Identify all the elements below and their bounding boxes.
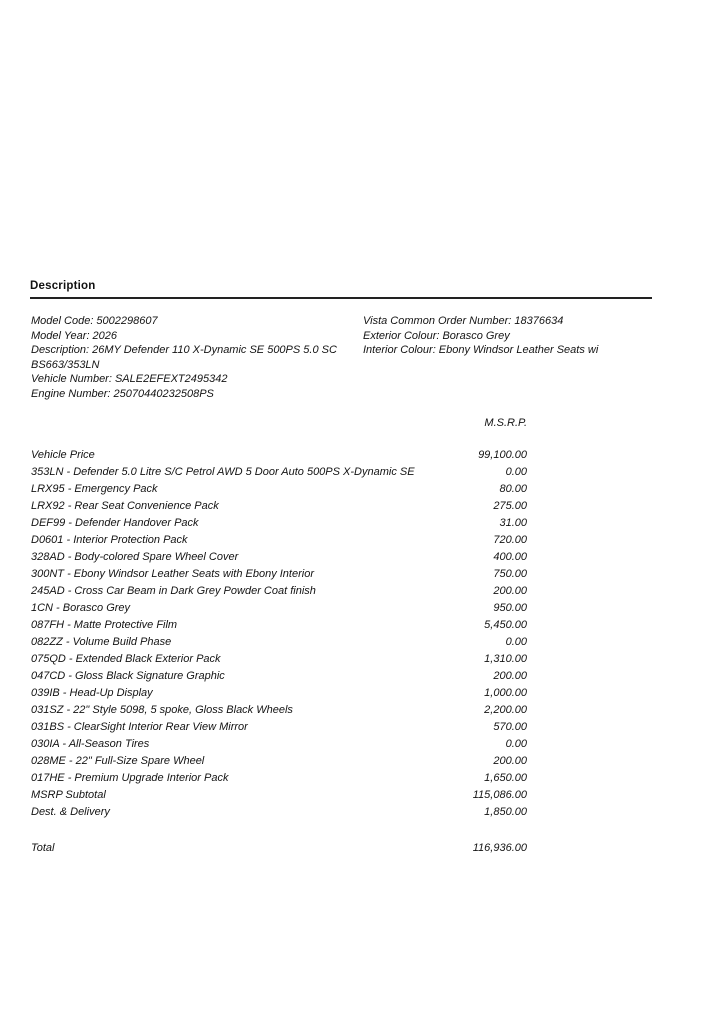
line-item-row (31, 772, 527, 789)
line-item-label: 030IA - All-Season Tires (31, 738, 150, 750)
line-item-amount: 200.00 (493, 585, 527, 597)
line-item-label: 1CN - Borasco Grey (31, 602, 131, 614)
description-section-header (30, 276, 652, 299)
msrp-column-header: M.S.R.P. (484, 417, 527, 429)
vehicle-info-left-column (31, 314, 367, 402)
line-item-row (31, 619, 527, 636)
line-item-row (31, 721, 527, 738)
line-item-row (31, 585, 527, 602)
line-item-amount: 0.00 (505, 738, 527, 750)
section-title: Description (30, 280, 96, 292)
line-item-amount: 275.00 (493, 500, 527, 512)
line-item-amount: 0.00 (505, 636, 527, 648)
line-item-label: 353LN - Defender 5.0 Litre S/C Petrol AWD 5 Door Auto 500PS X-Dynamic SE (31, 466, 415, 478)
line-items-table (31, 449, 527, 823)
line-item-row (31, 551, 527, 568)
line-item-row (31, 500, 527, 517)
line-item-row (31, 789, 527, 806)
line-item-row (31, 636, 527, 653)
total-row (31, 842, 527, 854)
line-item-amount: 0.00 (505, 466, 527, 478)
vehicle-info-line: Exterior Colour: Borasco Grey (363, 329, 510, 342)
vehicle-info-right-column (363, 314, 673, 358)
vehicle-info-line: Vista Common Order Number: 18376634 (363, 315, 564, 327)
total-label: Total (31, 842, 55, 854)
line-item-label: 082ZZ - Volume Build Phase (31, 636, 172, 648)
line-item-label: 031SZ - 22" Style 5098, 5 spoke, Gloss Black Wheels (31, 704, 293, 716)
line-item-label: 017HE - Premium Upgrade Interior Pack (31, 772, 229, 784)
line-item-label: 300NT - Ebony Windsor Leather Seats with Ebony Interior (31, 568, 314, 580)
line-item-amount: 5,450.00 (484, 619, 527, 631)
vehicle-info-line: Interior Colour: Ebony Windsor Leather Seats wi (363, 344, 599, 357)
line-item-row (31, 755, 527, 772)
vehicle-info-line: Description: 26MY Defender 110 X-Dynamic SE 500PS 5.0 SC BS663/353LN (31, 344, 337, 371)
line-item-amount: 950.00 (493, 602, 527, 614)
line-item-label: LRX92 - Rear Seat Convenience Pack (31, 500, 219, 512)
line-item-label: Dest. & Delivery (31, 806, 110, 818)
line-item-row (31, 466, 527, 483)
line-item-amount: 200.00 (493, 755, 527, 767)
line-item-amount: 31.00 (499, 517, 527, 529)
line-item-amount: 99,100.00 (478, 449, 527, 461)
line-item-amount: 570.00 (493, 721, 527, 733)
line-item-row (31, 806, 527, 823)
line-item-label: MSRP Subtotal (31, 789, 106, 801)
line-item-label: 047CD - Gloss Black Signature Graphic (31, 670, 225, 682)
line-item-label: DEF99 - Defender Handover Pack (31, 517, 199, 529)
line-item-label: 039IB - Head-Up Display (31, 687, 153, 699)
line-item-amount: 1,650.00 (484, 772, 527, 784)
vehicle-info-line: Vehicle Number: SALE2EFEXT2495342 (31, 373, 228, 386)
line-item-amount: 80.00 (499, 483, 527, 495)
line-item-row (31, 738, 527, 755)
vehicle-info-line: Model Year: 2026 (31, 329, 118, 342)
line-item-row (31, 449, 527, 466)
vehicle-info-line: Engine Number: 25070440232508PS (31, 387, 214, 400)
line-item-row (31, 653, 527, 670)
line-item-label: 328AD - Body-colored Spare Wheel Cover (31, 551, 239, 563)
line-item-row (31, 534, 527, 551)
line-item-amount: 1,310.00 (484, 653, 527, 665)
line-item-row (31, 687, 527, 704)
line-item-amount: 115,086.00 (472, 789, 527, 801)
line-item-label: Vehicle Price (31, 449, 95, 461)
line-item-amount: 750.00 (493, 568, 527, 580)
line-item-row (31, 670, 527, 687)
line-item-label: 028ME - 22" Full-Size Spare Wheel (31, 755, 205, 767)
line-item-label: 075QD - Extended Black Exterior Pack (31, 653, 221, 665)
line-item-label: D0601 - Interior Protection Pack (31, 534, 188, 546)
line-item-amount: 1,850.00 (484, 806, 527, 818)
line-item-row (31, 483, 527, 500)
line-item-amount: 200.00 (493, 670, 527, 682)
line-item-row (31, 517, 527, 534)
line-item-row (31, 704, 527, 721)
line-item-label: 087FH - Matte Protective Film (31, 619, 178, 631)
total-amount: 116,936.00 (472, 842, 527, 854)
line-item-amount: 2,200.00 (484, 704, 527, 716)
line-item-row (31, 602, 527, 619)
vehicle-info-line: Model Code: 5002298607 (31, 315, 158, 327)
line-item-label: 245AD - Cross Car Beam in Dark Grey Powder Coat finish (31, 585, 316, 597)
line-item-amount: 400.00 (493, 551, 527, 563)
line-item-row (31, 568, 527, 585)
line-item-amount: 1,000.00 (484, 687, 527, 699)
line-item-label: LRX95 - Emergency Pack (31, 483, 158, 495)
line-item-label: 031BS - ClearSight Interior Rear View Mirror (31, 721, 248, 733)
line-item-amount: 720.00 (493, 534, 527, 546)
